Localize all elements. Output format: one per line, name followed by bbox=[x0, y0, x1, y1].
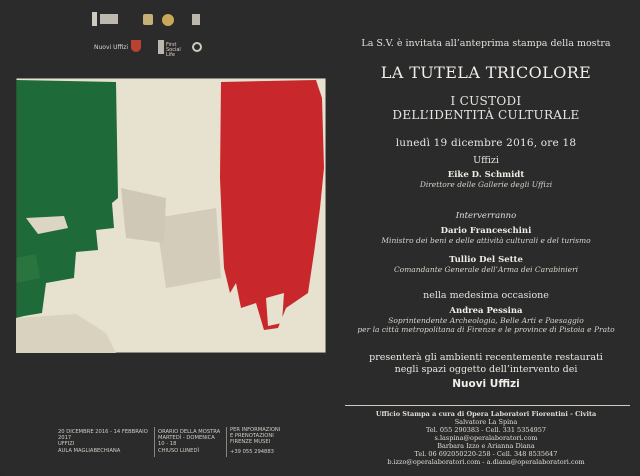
speaker-name: Dario Franceschini bbox=[440, 226, 532, 236]
third-speaker-name: Andrea Pessina bbox=[449, 306, 523, 316]
speaker-1 bbox=[336, 226, 636, 245]
hours-label: ORARIO DELLA MOSTRA bbox=[158, 429, 221, 435]
info-block bbox=[230, 427, 300, 455]
nuovi-uffizi-logo: Nuovi Uffizi bbox=[94, 44, 129, 51]
first-social-life-logo: First Social Life bbox=[158, 40, 182, 56]
shield-icon bbox=[131, 40, 141, 52]
third-speaker bbox=[336, 306, 636, 334]
subtitle-line-1: I CUSTODI bbox=[450, 94, 522, 108]
exhibition-title: LA TUTELA TRICOLORE bbox=[380, 63, 592, 82]
third-speaker-role-1: Soprintendente Archeologia, Belle Arti e Paesaggio bbox=[388, 316, 584, 325]
sponsor-logos bbox=[88, 12, 218, 62]
divider bbox=[226, 427, 227, 457]
occasion-label: nella medesima occasione bbox=[423, 290, 549, 301]
hours-time: 10 - 18 bbox=[158, 441, 177, 448]
mibact-logo bbox=[100, 14, 118, 24]
presentation-text bbox=[336, 352, 636, 376]
interventions-label: Interverranno bbox=[455, 211, 517, 221]
divider bbox=[154, 427, 155, 457]
venue: Uffizi bbox=[473, 155, 499, 166]
press-contact-1-name: Salvatore La Spina bbox=[454, 418, 518, 426]
press-contact-2-name: Barbara Izzo e Arianna Diana bbox=[437, 442, 535, 450]
hours-days: MARTEDÌ - DOMENICA bbox=[158, 435, 215, 442]
presentation-line-1: presenterà gli ambienti recentemente restaurati bbox=[369, 352, 603, 363]
info-label-1: PER INFORMAZIONI bbox=[230, 427, 281, 433]
speaker-2 bbox=[336, 255, 636, 274]
info-label-2: E PRENOTAZIONI bbox=[230, 433, 274, 440]
host-block bbox=[336, 170, 636, 189]
press-office-title: Ufficio Stampa a cura di Opera Laboratori Fiorentini - Civita bbox=[375, 410, 597, 418]
carabinieri-logo bbox=[143, 14, 153, 25]
exhibition-location-1: UFFIZI bbox=[58, 441, 75, 448]
press-office bbox=[336, 410, 636, 466]
exhibition-dates: 20 DICEMBRE 2016 - 14 FEBBRAIO 2017 bbox=[58, 429, 148, 442]
exhibition-dates-block bbox=[58, 429, 153, 454]
event-date: lunedì 19 dicembre 2016, ore 18 bbox=[395, 137, 577, 149]
speaker-name: Tullio Del Sette bbox=[449, 255, 523, 265]
presentation-line-2: negli spazi oggetto dell’intervento dei bbox=[394, 364, 578, 375]
divider bbox=[345, 405, 630, 406]
invitation-line: La S.V. è invitata all’anteprima stampa della mostra bbox=[361, 38, 611, 49]
speaker-role: Ministro dei beni e delle attività culturali e del turismo bbox=[381, 236, 591, 245]
speaker-role: Comandante Generale dell’Arma dei Carabinieri bbox=[393, 265, 579, 274]
tower-logo bbox=[192, 14, 200, 25]
exhibition-subtitle bbox=[336, 94, 636, 122]
info-phone: +39 055 294883 bbox=[230, 448, 274, 455]
press-contact-1-email: s.laspina@operalaboratori.com bbox=[434, 434, 538, 442]
ministry-logo bbox=[92, 12, 97, 26]
tricolore-flag-image bbox=[16, 78, 326, 353]
press-contact-2-email: b.izzo@operalaboratori.com - a.diana@operalaboratori.com bbox=[387, 458, 585, 466]
info-label-3: FIRENZE MUSEI bbox=[230, 439, 271, 446]
host-role: Direttore delle Gallerie degli Uffizi bbox=[419, 180, 553, 189]
press-contact-1-phone: Tel. 055 290383 - Cell. 331 5354957 bbox=[425, 426, 547, 434]
circle-logo bbox=[192, 42, 202, 52]
press-contact-2-phone: Tel. 06 692050220-258 - Cell. 348 8535647 bbox=[414, 450, 558, 458]
seal-logo bbox=[162, 14, 174, 26]
subtitle-line-2: DELL’IDENTITÀ CULTURALE bbox=[392, 108, 580, 122]
host-name: Eike D. Schmidt bbox=[447, 170, 525, 180]
third-speaker-role-2: per la città metropolitana di Firenze e le province di Pistoia e Prato bbox=[357, 325, 615, 334]
exhibition-location-2: AULA MAGLIABECHIANA bbox=[58, 447, 121, 454]
nuovi-uffizi-title: Nuovi Uffizi bbox=[452, 378, 520, 390]
opening-hours-block bbox=[158, 429, 226, 454]
closed-day: CHIUSO LUNEDÌ bbox=[158, 447, 199, 454]
